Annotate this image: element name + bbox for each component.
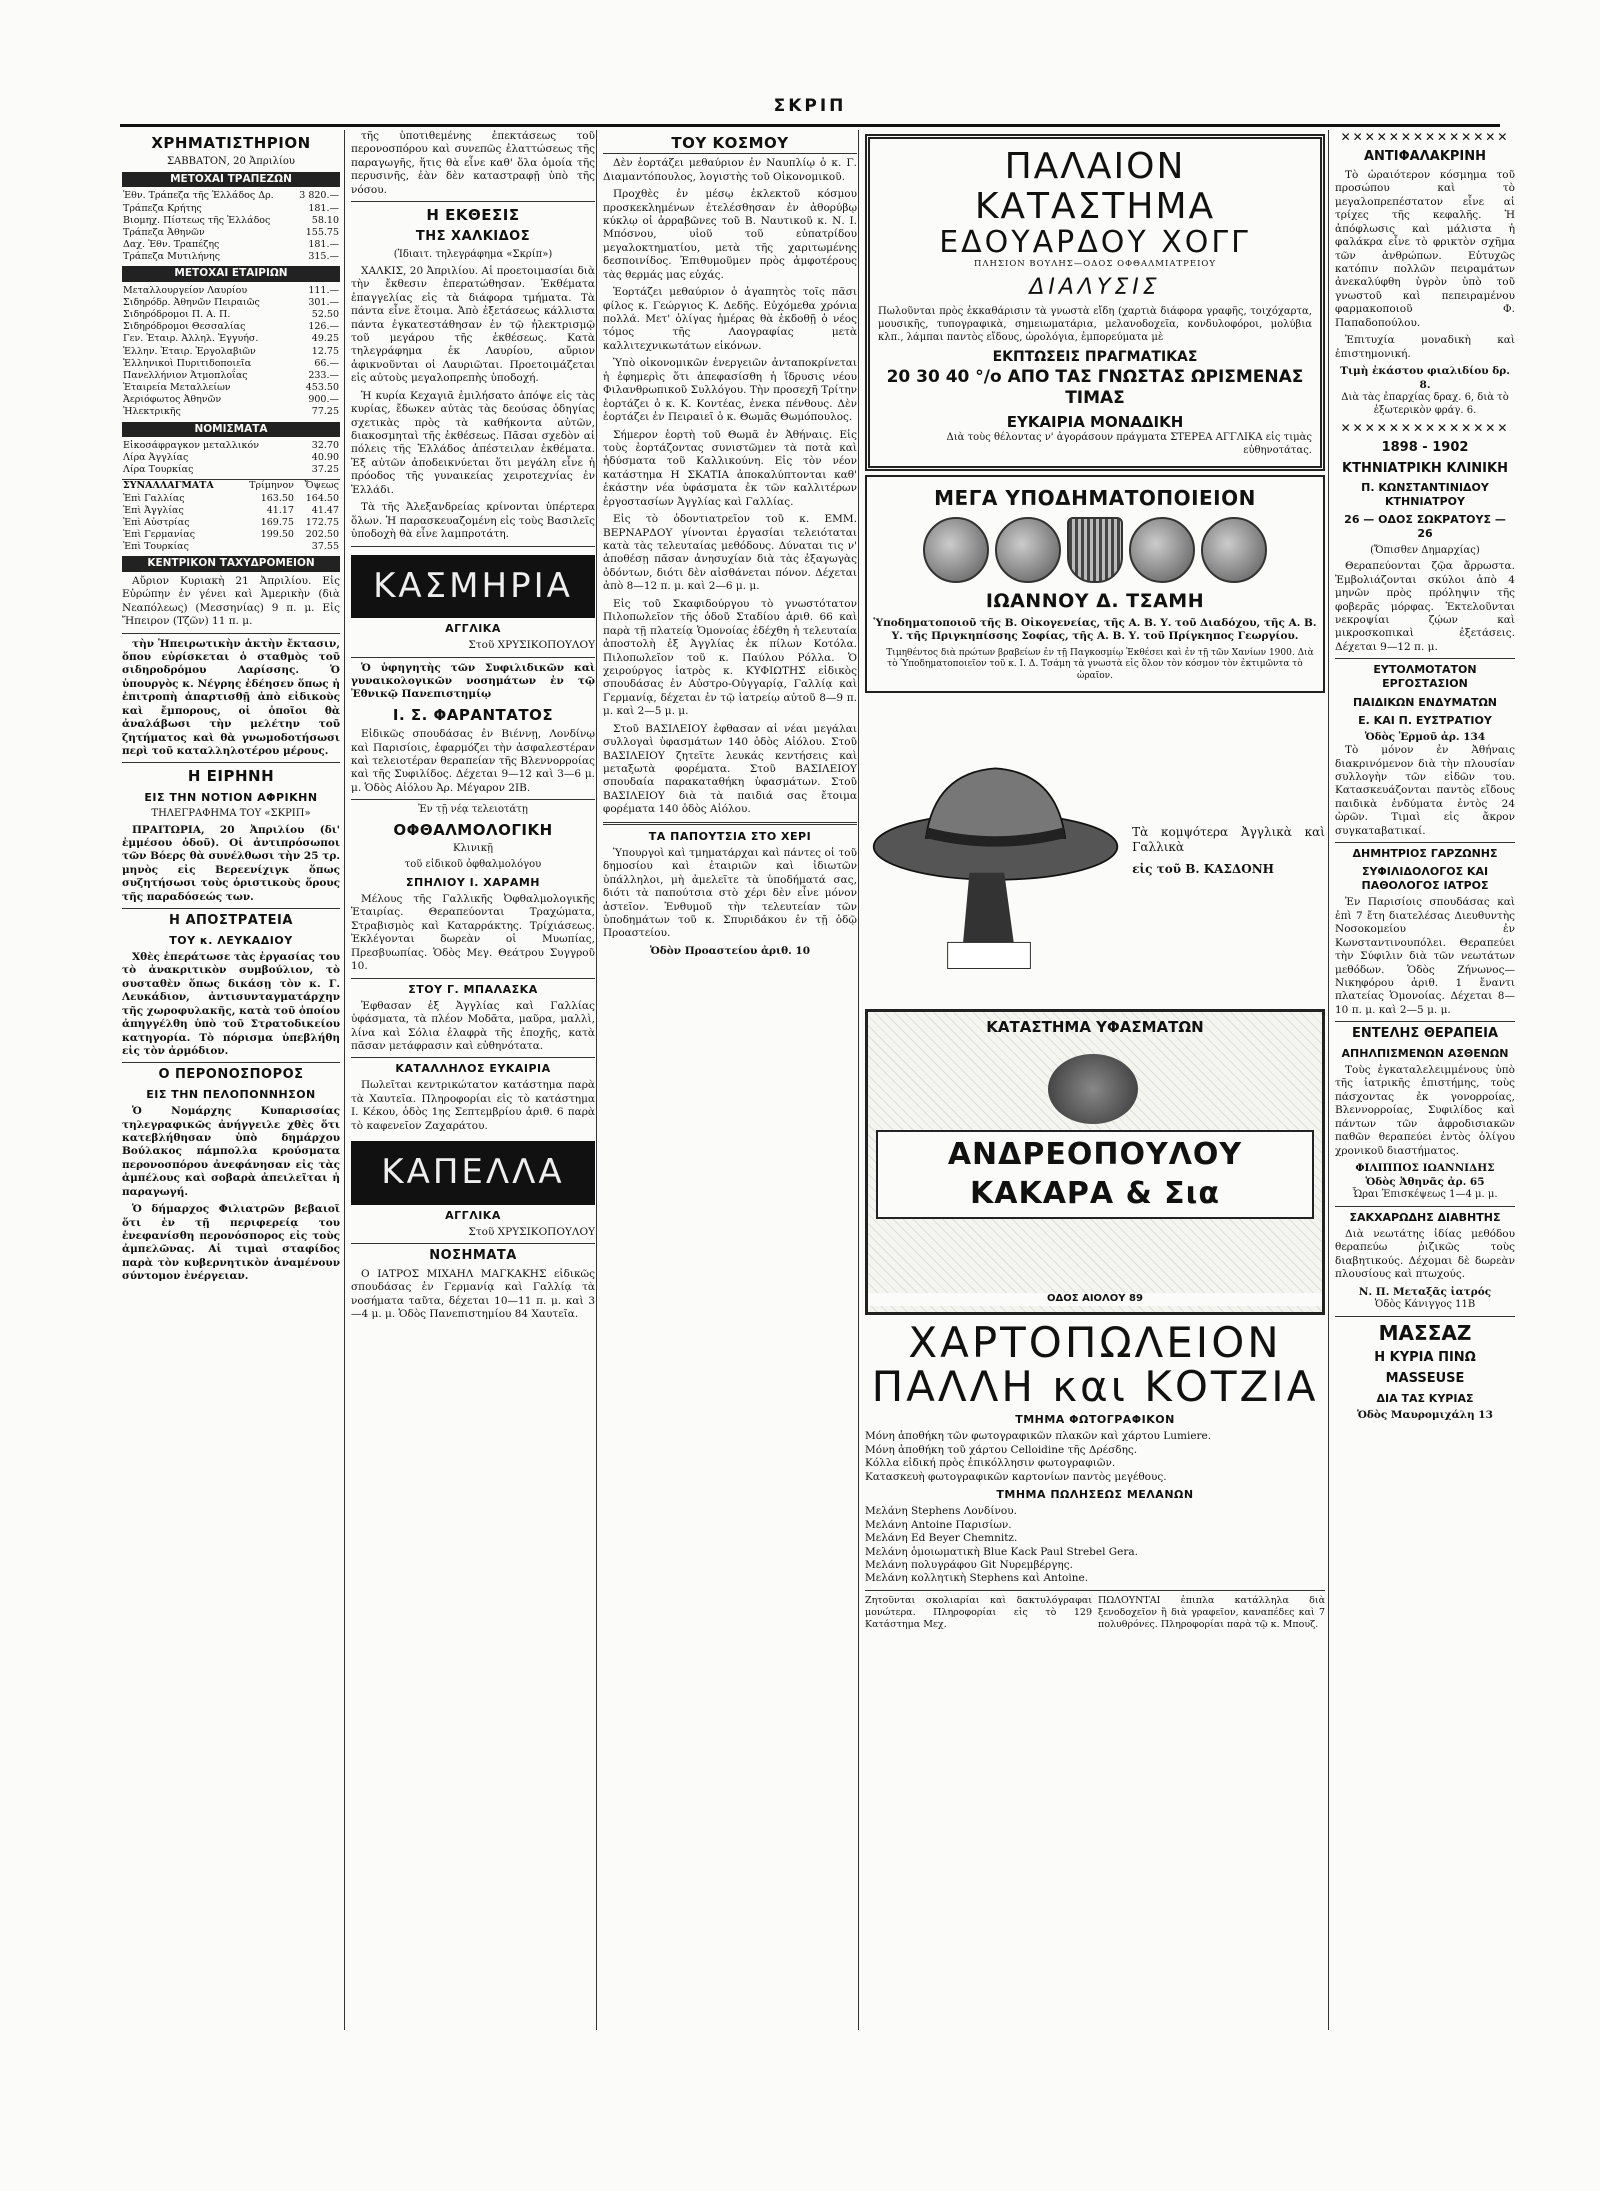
- masthead-rule: [120, 124, 1500, 127]
- divider: [1335, 842, 1515, 843]
- row-value: 202.50: [305, 529, 339, 541]
- world-text: Ὑπὸ οἰκονομικῶν ἐνεργειῶν ἀνταποκρίνεται ἡ ἐφημερὶς ὅτι ἀπεφασίσθη ἡ ἵδρυσις νέου Φιλανθρωπικοῦ Συλλόγου. Τὴν προσεχῆ Τρίτην ἑορτάζει ὁ κ. Κ. Κοντέας, ἐνεκα πένθους. Δὲν ἑορτάζει ἐν Πειραιεῖ ὁ κ. Θωμᾶς Θωμόπουλος.: [603, 357, 857, 424]
- shoemaker-name: ΙΩΑΝΝΟΥ Δ. ΤΣΑΜΗ: [985, 590, 1205, 613]
- inks-list: [865, 1505, 1325, 1586]
- list-item: Μόνη ἀποθήκη τοῦ χάρτου Celloidine τῆς Δρέσδης.: [865, 1443, 1138, 1456]
- table-row: [122, 321, 340, 333]
- anti-price: Τιμὴ ἑκάστου φιαλιδίου δρ. 8.: [1340, 365, 1510, 391]
- row-label: Ἐπὶ Γερμανίας: [123, 529, 196, 541]
- peronosporos-text: Ὁ Νομάρχης Κυπαρισσίας τηλεγραφικῶς ἀνήγγειλε χθὲς ὅτι κατεβλήθησαν ὑπὸ δημάρχου Βούλακος πάμπολλα κρούσματα περονοσπόρου ἀνεφάνησαν εἰς τὰς ἀμπέλους καὶ σοβαρὰ ἀπειλεῖται ἡ παραγωγή.: [122, 1105, 340, 1198]
- post-title: ΚΕΝΤΡΙΚΟΝ ΤΑΧΥΔΡΟΜΕΙΟΝ: [122, 556, 340, 571]
- banks-title: ΜΕΤΟΧΑΙ ΤΡΑΠΕΖΩΝ: [122, 172, 340, 187]
- row-label: Τράπεζα Μυτιλήνης: [123, 251, 221, 263]
- row-value: 37.25: [311, 464, 339, 476]
- table-row: [122, 239, 340, 251]
- table-row: [122, 251, 340, 263]
- list-item: Μελάνη κολλητικὴ Stephens καὶ Antoine.: [865, 1572, 1089, 1585]
- divider: [1335, 1021, 1515, 1022]
- paper-store-title: ΧΑΡΤΟΠΩΛΕΙΟΝ: [908, 1318, 1282, 1368]
- coins-title: ΝΟΜΙΣΜΑΤΑ: [122, 422, 340, 437]
- row-value: 52.50: [311, 309, 339, 321]
- table-row: [122, 297, 340, 309]
- decorative-border: ✕✕✕✕✕✕✕✕✕✕✕✕✕✕: [1340, 130, 1510, 144]
- row-value: 164.50: [305, 492, 339, 504]
- diseases-text: Ο ΙΑΤΡΟΣ ΜΙΧΑΗΛ ΜΑΓΚΑΚΗΣ εἰδικῶς σπουδάσας ἐν Γερμανίᾳ καὶ Γαλλίᾳ τὰ νοσήματα ταῦτα, δέχεται 10—11 π. μ. καὶ 3—4 μ. μ. Ὁδὸς Πανεπιστημίου 84 Χαυτεῖα.: [351, 1267, 595, 1321]
- list-item: Μελάνη Stephens Λονδίνου.: [865, 1505, 1017, 1518]
- expedition-title: Η ΑΠΟΣΤΡΑΤΕΙΑ: [169, 913, 293, 929]
- anti-title: ΑΝΤΙΦΑΛΑΚΡΙΝΗ: [1363, 149, 1487, 165]
- column-header: Τρίμηνον: [249, 480, 294, 492]
- divider: [351, 546, 595, 547]
- kapella-ad-banner: ΚΑΠΕΛΛΑ: [351, 1141, 595, 1205]
- doctor-name: Ι. Σ. ΦΑΡΑΝΤΑΤΟΣ: [392, 705, 554, 724]
- row-label: Ἐπὶ Ἀγγλίας: [123, 504, 184, 516]
- row-value: 32.70: [311, 439, 339, 451]
- row-value: 66.—: [314, 357, 339, 369]
- divider: [351, 1243, 595, 1244]
- row-value: 155.75: [305, 226, 339, 238]
- masthead: [120, 96, 1500, 120]
- diabetes-title: ΣΑΚΧΑΡΩΔΗΣ ΔΙΑΒΗΤΗΣ: [1349, 1210, 1501, 1224]
- row-label: Τράπεζα Ἀθηνῶν: [123, 226, 205, 238]
- companies-title: ΜΕΤΟΧΑΙ ΕΤΑΙΡΙΩΝ: [122, 266, 340, 281]
- lion-icon: [1048, 1054, 1138, 1124]
- hogg-ad-line4: ΔΙΑΛΥΣΙΣ: [1029, 275, 1161, 301]
- row-value: 126.—: [308, 321, 339, 333]
- row-value: 315.—: [308, 251, 339, 263]
- table-row: [122, 285, 340, 297]
- bills-table: [122, 479, 340, 553]
- row-value: 163.50: [260, 492, 294, 504]
- row-label: Σιδηρόδρ. Ἀθηνῶν Πειραιῶς: [123, 296, 260, 308]
- photo-title: ΤΜΗΜΑ ΦΩΤΟΓΡΑΦΙΚΟΝ: [1015, 1413, 1175, 1427]
- kasmiria-ad-subtitle: ΑΓΓΛΙΚΑ: [445, 622, 501, 636]
- clothes-name: Ε. ΚΑΙ Π. ΕΥΣΤΡΑΤΙΟΥ: [1358, 713, 1492, 727]
- row-value: 37.55: [311, 541, 339, 553]
- row-label: Σιδηρόδρομοι Π. Α. Π.: [123, 309, 231, 321]
- table-row: [122, 440, 340, 452]
- clinic-text: Θεραπεύονται ζῷα ἄρρωστα. Ἐμβολιάζονται σκύλοι ἀπὸ 4 μηνῶν πρὸς πρόληψιν τῆς φοβερᾶς μόρφας. Ἐκτελοῦνται νεκροψίαι ζῴων καὶ μικροσκοπικαὶ ἐξετάσεις. Δέχεται 9—12 π. μ.: [1335, 560, 1515, 653]
- world-text: Στοῦ ΒΑΣΙΛΕΙΟΥ ἐφθασαν αἱ νέαι μεγάλαι συλλογαὶ ὑφασμάτων 140 ὁδὸς Αἰόλου. Στοῦ ΒΑΣΙΛΕΙΟΥ ζητεῖτε λευκάς κεντήσεις καὶ μεταξωτὰ φορέματα. Στοῦ ΒΑΣΙΛΕΙΟΥ σπουδαία παρακαταθήκη ὑφασμάτων. Στοῦ ΒΑΣΙΛΕΙΟΥ διὰ τὰ παιδιά σας ἔτοιμα φορέματα 140 ὁδὸς Αἰόλου.: [603, 722, 857, 816]
- doctor2-text: Ἐν Παρισίοις σπουδάσας καὶ ἐπὶ 7 ἔτη διατελέσας Διευθυντὴς Νοσοκομείου ἐν Κωνσταντινουπόλει. Θεραπεύει τὴν Σύφιλιν διὰ τῶν νεωτάτων μεθόδων. Ὁδὸς Ζήνωνος—Νικηφόρου ἀριθ. 1 ἔναντι πλατείας Ὁμονοίας. Δέχεται 8—10 π. μ. καὶ 2—5 μ. μ.: [1335, 896, 1515, 1016]
- world-text: Προχθὲς ἐν μέσῳ ἐκλεκτοῦ κόσμου προσκεκλημένων ἐτελέσθησαν ἐν ἀθορύβῳ κύκλῳ οἱ ἀρραβῶνες τοῦ Β. Ναυτικοῦ κ. Ν. Ι. Μπόσνου, υἱοῦ τοῦ εὐπατρίδου μεγαλοκτηματίου, μετὰ τῆς χαριτωμένης δεσποινίδος. Ἐπιθυμοῦμεν πρὸς ἀμφοτέρους τὰς θερμάς μας εὐχάς.: [603, 188, 857, 281]
- table-row: [122, 309, 340, 321]
- row-label: Ἑλλην. Ἑταιρ. Ἐργολαβιῶν: [123, 345, 256, 357]
- column-4: [858, 130, 1325, 2030]
- article-text: τῆς ὑποτιθεμένης ἐπεκτάσεως τοῦ περονοσπόρου καὶ συνεπῶς ἐλαττώσεως τῆς παραγωγῆς, ἥτις θὰ εἶνε καθ' ὅλα ὁμοία τῆς περυσινῆς, ἐὰν δὲν καταστραφῇ ὑπὸ τῆς νόσου.: [351, 130, 595, 196]
- row-label: Λίρα Τουρκίας: [123, 464, 194, 476]
- table-row: [122, 382, 340, 394]
- row-label: Ἠλεκτρικῆς: [123, 406, 181, 418]
- medal-icon: [1201, 517, 1267, 583]
- column-3: [596, 130, 857, 2030]
- massage-address: Ὁδὸς Μαυρομιχάλη 13: [1357, 1408, 1493, 1421]
- list-item: Μελάνη Antoine Παρισίων.: [865, 1518, 1012, 1531]
- hat-icon: [865, 706, 1126, 996]
- table-row: [122, 333, 340, 345]
- oph-text: Μέλους τῆς Γαλλικῆς Ὀφθαλμολογικῆς Ἑταιρίας. Θεραπεύονται Τραχώματα, Στραβισμὸς καὶ Καταρράκτης. Τρίχιάσεως. Ἐκλέγονται δωρεὰν οἱ Μυωπίας, Πρεσβυωπίας. Ὁδὸς Μεγ. Θεάτρου Συγγροῦ 10.: [351, 892, 595, 973]
- row-value: 40.90: [311, 452, 339, 464]
- divider: [122, 1062, 340, 1063]
- exhibit-telegram: (Ἰδιαιτ. τηλεγράφημα «Σκρίπ»): [393, 249, 553, 260]
- shoemaker-title: ΜΕΓΑ ΥΠΟΔΗΜΑΤΟΠΟΙΕΙΟΝ: [934, 485, 1256, 510]
- world-text: Εἰς τὸ ὁδοντιατρεῖον τοῦ κ. ΕΜΜ. ΒΕΡΝΑΡΔΟΥ γίνονται ἐργασίαι τελειόταται κατὰ τὰς τελευταίας μεθόδους. Δύναται τις ν' ἀποθέσῃ πᾶσαν ἀνησυχίαν διὰ τὰς ἐξαγωγὰς ὀδόντων, διότι δὲν αἰσθάνεται πόνον. Δέχεται ἀπὸ 8—12 π. μ. καὶ 2—6 μ. μ.: [603, 513, 857, 593]
- clothes-address: Ὁδὸς Ἑρμοῦ ἀρ. 134: [1364, 730, 1486, 743]
- exhibit-subtitle: ΤΗΣ ΧΑΛΚΙΔΟΣ: [415, 229, 531, 245]
- oph-intro: Ἐν τῇ νέᾳ τελειοτάτῃ: [418, 804, 528, 816]
- divider: [1335, 1206, 1515, 1207]
- fabric-name: ΑΝΔΡΕΟΠΟΥΛΟΥ ΚΑΚΑΡΑ & Σια: [876, 1130, 1314, 1219]
- massage-title: ΜΑΣΣΑΖ: [1378, 1320, 1472, 1345]
- row-value: 172.75: [305, 516, 339, 528]
- decorative-border: ✕✕✕✕✕✕✕✕✕✕✕✕✕✕: [1340, 420, 1510, 435]
- expedition-subtitle: ΤΟΥ κ. ΛΕΥΚΑΔΙΟΥ: [169, 933, 293, 947]
- row-label: Ἐπὶ Αὐστρίας: [123, 516, 190, 528]
- row-label: Σιδηρόδρομοι Θεσσαλίας: [123, 321, 246, 333]
- table-row: [122, 517, 340, 529]
- row-label: Πανελλήνιον Ἀτμοπλοΐας: [123, 369, 248, 381]
- table-row: [122, 190, 340, 202]
- anti-text: Ἐπιτυχία μοναδικὴ καὶ ἐπιστημονική.: [1335, 334, 1515, 360]
- peace-title: Η ΕΙΡΗΝΗ: [187, 767, 275, 786]
- cure-address: Ὁδὸς Ἀθηνᾶς ἀρ. 65: [1365, 1175, 1485, 1188]
- cure-hours: Ὧραι Ἐπισκέψεως 1—4 μ. μ.: [1352, 1188, 1498, 1200]
- medal-icon: [1129, 517, 1195, 583]
- kasmiria-ad-store: Στοῦ ΧΡΥΣΙΚΟΠΟΥΛΟΥ: [468, 639, 595, 652]
- kasmiria-ad-banner: ΚΑΣΜΗΡΙΑ: [351, 555, 595, 619]
- anti-province: Διὰ τὰς ἐπαρχίας δραχ. 6, διὰ τὸ ἐξωτερικὸν φράγ. 6.: [1341, 391, 1509, 416]
- bourse-date: ΣΑΒΒΑΤΟΝ, 20 Ἀπριλίου: [166, 156, 296, 168]
- shoes-title: ΤΑ ΠΑΠΟΥΤΣΙΑ ΣΤΟ ΧΕΡΙ: [648, 829, 812, 843]
- row-label: Γεν. Ἑταιρ. Ἀλληλ. Ἐγγυήσ.: [123, 333, 259, 345]
- row-value: [237, 541, 295, 553]
- row-value: 58.10: [311, 214, 339, 226]
- fabric-address: ΟΔΟΣ ΑΙΟΛΟΥ 89: [868, 1293, 1322, 1306]
- diseases-title: ΝΟΣΗΜΑΤΑ: [429, 1248, 517, 1264]
- peace-text: ΠΡΑΙΤΩΡΙΑ, 20 Ἀπριλίου (δι' ἐμμέσου ὁδοῦ). Οἱ ἀντιπρόσωποι τῶν Βόερς θὰ συνέλθωσι τὴν 25 τρ. μηνὸς εἰς Βερεενίχιγκ ὅπως συζητήσωσι τοὺς ὁριστικοὺς ὅρους τῆς παραδόσεώς των.: [122, 823, 340, 903]
- shoemaker-text: Ὑποδηματοποιοῦ τῆς Β. Οἰκογενείας, τῆς Α. Β. Υ. τοῦ Διαδόχου, τῆς Α. Β. Υ. τῆς Πριγκηπίσσης Σοφίας, τῆς Α. Β. Υ. τοῦ Πρίγκηπος Γεωργίου.: [873, 616, 1317, 643]
- row-value: 111.—: [308, 284, 339, 296]
- list-item: Κόλλα εἰδική πρὸς ἐπικόλλησιν φωτογραφιῶν.: [865, 1457, 1116, 1470]
- row-value: 181.—: [308, 239, 339, 251]
- post-text: Αὔριον Κυριακὴ 21 Ἀπριλίου. Εἰς Εὐρώπην ἐν γένει καὶ Ἀμερικὴν (διὰ Νεαπόλεως) (Μεσσηνίας) 9 π. μ. Εἰς Ἤπειρον (Τζῶν) 11 π. μ.: [122, 574, 340, 628]
- table-row: [122, 529, 340, 541]
- divider: [351, 201, 595, 202]
- hogg-store-ad: [865, 134, 1325, 471]
- table-row: [122, 358, 340, 370]
- shoemaker-ad: [865, 475, 1325, 693]
- bargain-title: ΚΑΤΑΛΛΗΛΟΣ ΕΥΚΑΙΡΙΑ: [395, 1062, 551, 1076]
- store-text: Ἐφθασαν ἐξ Ἀγγλίας καὶ Γαλλίας ὑφάσματα, τὰ πλέον Μοδᾶτα, μαῦρα, μαλλὶ, λίνα καὶ Σόλια ἐλαφρὰ τῆς ἐποχῆς, κατὰ πᾶσαν μετάφρασιν καὶ εὐθηνότατα.: [351, 999, 595, 1052]
- column-5: [1328, 130, 1515, 2030]
- row-value: 41.47: [311, 504, 339, 516]
- kapella-ad-subtitle: ΑΓΓΛΙΚΑ: [445, 1208, 501, 1222]
- article-text: Ὁ δήμαρχος Φιλιατρῶν βεβαιοῖ ὅτι ἐν τῇ περιφερείᾳ του ἐνεφανίσθη περονόσπορος εἰς τοὺς ἀμπελῶνας. Αἱ τιμαὶ σταφίδος παρὰ τὸν κυβερνητικὸν ἀναμένουν σύντομον ἐνέργειαν.: [122, 1203, 340, 1283]
- row-label: Ἀεριόφωτος Ἀθηνῶν: [123, 394, 222, 406]
- hogg-ad-footer: Διὰ τοὺς θέλοντας ν' ἀγοράσουν πράγματα ΣΤΕΡΕΑ ΑΓΓΛΙΚΑ εἰς τιμὰς εὐθηνοτάτας.: [946, 432, 1312, 456]
- table-row: [122, 505, 340, 517]
- cure-text: Τοὺς ἐγκαταλελειμμένους ὑπὸ τῆς ἰατρικῆς ἐπιστήμης, τοὺς πάσχοντας ἐκ γονορροίας, Βλεννορροίας, Συφιλίδος καὶ πάντων τῶν ἀφροδισιακῶν παθῶν θεραπεύει ἐντὸς ὀλίγου χρονικοῦ διαστήματος.: [1335, 1064, 1515, 1157]
- list-item: Μελάνη Ed Beyer Chemnitz.: [865, 1532, 1018, 1545]
- store-title: ΣΤΟΥ Γ. ΜΠΑΛΑΣΚΑ: [408, 982, 538, 996]
- row-label: Βιομηχ. Πίστεως τῆς Ἑλλάδος: [123, 214, 271, 226]
- massage-for: ΔΙΑ ΤΑΣ ΚΥΡΙΑΣ: [1376, 1391, 1474, 1405]
- divider: [351, 799, 595, 800]
- bourse-title: ΧΡΗΜΑΤΙΣΤΗΡΙΟΝ: [151, 134, 311, 152]
- peronosporos-subtitle: ΕΙΣ ΤΗΝ ΠΕΛΟΠΟΝΝΗΣΟΝ: [146, 1088, 316, 1101]
- companies-table: [122, 285, 340, 419]
- row-value: 3 820.—: [299, 190, 339, 202]
- hats-store: εἰς τοῦ Β. ΚΑΣΔΟΝΗ: [1132, 861, 1275, 876]
- diabetes-address: Ὁδὸς Κάνιγγος 11Β: [1374, 1299, 1476, 1311]
- cure-title: ΕΝΤΕΛΗΣ ΘΕΡΑΠΕΙΑ: [1351, 1026, 1499, 1042]
- hogg-ad-line5: ΕΚΠΤΩΣΕΙΣ ΠΡΑΓΜΑΤΙΚΑΣ: [992, 348, 1198, 365]
- massage-name: Η ΚΥΡΙΑ ΠΙΝΩ: [1374, 1350, 1476, 1366]
- world-title: ΤΟΥ ΚΟΣΜΟΥ: [603, 134, 857, 154]
- medal-icon: [995, 517, 1061, 583]
- clinic-address-note: (Ὄπισθεν Δημαρχίας): [1370, 544, 1480, 556]
- diabetes-text: Διὰ νεωτάτης ἰδίας μεθόδου θεραπεύω ῥιζικῶς τοὺς διαβητικούς. Δέχομαι δὲ δωρεὰν πλουσίους καὶ πτωχούς.: [1335, 1227, 1515, 1281]
- clothes-title: ΕΥΤΟΛΜΟΤΑΤΟΝ ΕΡΓΟΣΤΑΣΙΟΝ: [1373, 663, 1477, 691]
- world-text: Σήμερον ἑορτὴ τοῦ Θωμᾶ ἐν Ἀθήναις. Εἰς τοὺς ἑορτάζοντας συνιστῶμεν τὰ ποτὰ καὶ ἡδύσματα τοῦ Καλλικούνη. Εἰς τὸν νέον κατάστημα Η ΣΚΑΤΙΑ ἀποκαλύπτονται καθ' ἑκάστην νέα ὑφάσματα ἐκ τῶν καλλιτέρων ἐργοστασίων Ἀγγλίας καὶ Γαλλίας.: [603, 428, 857, 508]
- bargain-text: Πωλεῖται κεντρικώτατον κατάστημα παρὰ τὰ Χαυτεῖα. Πληροφορίαι εἰς τὸ κατάστημα Ι. Κέκου, ὁδὸς 1ης Σεπτεμβρίου ἀριθ. 6 παρὰ τὸ καφενεῖον Ζαχαράτου.: [351, 1079, 595, 1132]
- exhibit-text: ΧΑΛΚΙΣ, 20 Ἀπριλίου. Αἱ προετοιμασίαι διὰ τὴν ἔκθεσιν ἐπερατώθησαν. Ἐκθέματα ἐπαγγελίας εἰς τὰ διάφορα τμήματα. Τὰ πάντα εἶνε ἕτοιμα. Ἀπὸ ἐξετάσεως κάλλιστα πάντα ἐγκατεστάθησαν ἐν τῷ ἠλεκτρισμῷ τοῦ μεγάρου τῆς ἐκθέσεως. Κατὰ τηλεγράφημα ἐκ Λαυρίου, αὔριον ἀφικνοῦνται οἱ Λαυριῶται. Προετοιμάζεται εἰς αὐτοὺς μεγαλοπρεπὴς ὑποδοχή.: [351, 264, 595, 385]
- table-row: [122, 464, 340, 476]
- divider: [603, 822, 857, 825]
- hogg-ad-line3: ΠΛΗΣΙΟΝ ΒΟΥΛΗΣ—ΟΔΟΣ ΟΦΘΑΛΜΙΑΤΡΕΙΟΥ: [973, 259, 1217, 270]
- shoemaker-small: Τιμηθέντος διὰ πρώτων βραβείων ἐν τῇ Παγκοσμίῳ Ἐκθέσει καὶ ἐν τῇ τῶν Χανίων 1900. Διὰ τὸ Ὑποδηματοποιεῖον τοῦ κ. Ι. Δ. Τσάμη τὰ γνωστὰ εἰς ὅλον τὸν κόσμον τὸν ἐκτιμῶντα τὸ ὡραῖον.: [886, 647, 1314, 681]
- row-value: 453.50: [305, 382, 339, 394]
- column-2: [344, 130, 595, 2030]
- row-value: 233.—: [308, 369, 339, 381]
- list-item: Μελάνη ὁμοιωματικὴ Blue Kack Paul Strebel Gera.: [865, 1545, 1139, 1558]
- hat-illustration: [865, 701, 1325, 1001]
- row-label: Τράπεζα Κρήτης: [123, 202, 202, 214]
- column-header: Ὄψεως: [304, 480, 339, 492]
- classified-ad: Ζητοῦνται σκολιαρίαι καὶ δακτυλόγραφαι μονώτερα. Πληροφορίαι εἰς τὸ 129 Κατάστημα Μεχ.: [865, 1594, 1092, 1631]
- row-value: 199.50: [260, 529, 294, 541]
- exhibit-text: Ἡ κυρία Κεχαγιᾶ ἐμιλήσατο ἀπόψε εἰς τὰς κυρίας, ἔδωκεν αὐτὰς τὰς δεούσας ὁδηγίας σχετικὰς πρὸς τὰ καθήκοντα αὐτῶν, διακοσμηταὶ τῆς ἐκθέσεως. Πᾶσαι σχεδὸν αἱ πόλεις τῆς Ἑλλάδος ἀπέστειλαν ἐκθέματα. Ἐξ αὐτῶν ἀποδεικνύεται ὅτι μεγάλη εἶνε ἡ πρόοδος τῆς γυναικείας χειροτεχνίας ἐν Ἑλλάδι.: [351, 389, 595, 496]
- peace-subtitle: ΕΙΣ ΤΗΝ ΝΟΤΙΟΝ ΑΦΡΙΚΗΝ: [144, 790, 318, 804]
- row-label: Ἑταιρεία Μεταλλείων: [123, 382, 231, 394]
- column-1: [122, 130, 340, 2030]
- peronosporos-title: Ο ΠΕΡΟΝΟΣΠΟΡΟΣ: [158, 1067, 304, 1083]
- article-text: τὴν Ἡπειρωτικὴν ἀκτὴν ἔκτασιν, ὅπου εὑρίσκεται ὁ σταθμὸς τοῦ σιδηροδρόμου Λαρίσσης. Ὁ ὑπουργὸς κ. Νέγρης ἐδέησεν ὅπως ἡ ἐπιτροπὴ ἀπαρτισθῇ ἀπὸ εἰδικοὺς καὶ ἔμπορους, οἱ ὁποῖοι θὰ ἀναλάβωσι τὴν μελέτην τοῦ ζητήματος καὶ θὰ γνωμοδοτήσωσι περὶ τοῦ καταλληλοτέρου μέρους.: [122, 637, 340, 758]
- list-item: Μόνη ἀποθήκη τῶν φωτογραφικῶν πλακῶν καὶ χάρτου Lumiere.: [865, 1430, 1212, 1443]
- doctor-intro: Ὁ ὑφηγητὴς τῶν Συφιλιδικῶν καὶ γυναικολογικῶν νοσημάτων ἐν τῷ Ἐθνικῷ Πανεπιστημίῳ: [351, 661, 595, 701]
- row-value: 12.75: [311, 345, 339, 357]
- table-row: [122, 406, 340, 418]
- list-item: Μελάνη πολυγράφου Git Νυρεμβέργης.: [865, 1558, 1073, 1571]
- row-label: Δαχ. Ἐθν. Τραπέζης: [123, 239, 220, 251]
- table-row: [122, 394, 340, 406]
- divider: [122, 908, 340, 909]
- anti-text: Τὸ ὡραιότερον κόσμημα τοῦ προσώπου καὶ τὸ μεγαλοπρεπέστατον εἶνε αἱ τρίχες τῆς κεφαλῆς. Ἡ ἀπόφλωσις καὶ μάλιστα ἡ φαλάκρα εἶνε τὸ φρικτὸν σχῆμα τῶν ἀνθρώπων. Εὐτυχῶς κατόπιν πολλῶν πειραμάτων ἀνεκαλύφθη ὑγρὸν ὑπὸ τοῦ γνωστοῦ καὶ πεπειραμένου φαρμακοποιοῦ Φ. Παπαδοπούλου.: [1335, 168, 1515, 329]
- page-title: ΣΚΡΙΠ: [773, 96, 847, 116]
- hogg-ad-body: Πωλοῦνται πρὸς ἐκκαθάρισιν τὰ γνωστὰ εἴδη (χαρτιὰ διάφορα γραφῆς, τοιχόχαρτα, μουσικῆς, τυπογραφικὰ, σημειωματάρια, μελανοδοχεῖα, κονδυλοφόροι, μολύβια κλπ., λάμπαι παντὸς εἴδους, ὡρολόγια, ἐμπορεύματα μὲ: [878, 306, 1312, 343]
- exhibit-text: Τὰ τῆς Ἀλεξανδρείας κρίνονται ὑπέρτερα ὅλων. Ἡ παρασκευαζομένη εἰς τοὺς Βασιλεῖς ὑποδοχὴ θὰ εἶνε λαμπροτάτη.: [351, 501, 595, 541]
- row-label: Ἐπὶ Γαλλίας: [123, 492, 185, 504]
- table-row: [122, 370, 340, 382]
- doctor-text: Εἰδικῶς σπουδάσας ἐν Βιέννῃ, Λονδίνῳ καὶ Παρισίοις, ἐφαρμόζει τὴν ἀσφαλεστέραν καὶ τελειοτέραν θεραπείαν τῆς Βλεννορροίας καὶ τῆς Συφιλίδος. Δέχεται 9—12 καὶ 3—6 μ. μ. Ὁδὸς Αἰόλου Ἀρ. Μέγαρον 2ΙΒ.: [351, 728, 595, 794]
- fabric-store-ad: [865, 1009, 1325, 1315]
- world-text: Δὲν ἑορτάζει μεθαύριον ἐν Ναυπλίῳ ὁ κ. Γ. Διαμαντόπουλος, λογιστὴς τοῦ Οἰκονομικοῦ.: [603, 157, 857, 183]
- crest-icon: [1067, 517, 1123, 583]
- medals: [872, 517, 1318, 583]
- fabric-top: ΚΑΤΑΣΤΗΜΑ ΥΦΑΣΜΑΤΩΝ: [986, 1018, 1204, 1037]
- inks-title: ΤΜΗΜΑ ΠΩΛΗΣΕΩΣ ΜΕΛΑΝΩΝ: [996, 1488, 1194, 1502]
- cure-name: ΦΙΛΙΠΠΟΣ ΙΩΑΝΝΙΔΗΣ: [1355, 1162, 1495, 1175]
- row-label: Λίρα Ἀγγλίας: [123, 452, 189, 464]
- clinic-address: 26 — ΟΔΟΣ ΣΩΚΡΑΤΟΥΣ — 26: [1344, 513, 1506, 541]
- list-item: Κατασκευὴ φωτογραφικῶν καρτονίων παντὸς μεγέθους.: [865, 1470, 1167, 1483]
- table-row: [122, 203, 340, 215]
- divider: [122, 633, 340, 634]
- table-row: [122, 452, 340, 464]
- oph-subtitle: Κλινικῇ: [453, 843, 493, 855]
- oph-of: τοῦ εἰδικοῦ ὀφθαλμολόγου: [404, 859, 542, 871]
- peace-telegram: ΤΗΛΕΓΡΑΦΗΜΑ ΤΟΥ «ΣΚΡΙΠ»: [151, 807, 311, 819]
- world-text: Ἑορτάζει μεθαύριον ὁ ἀγαπητὸς τοῖς πᾶσι φίλος κ. Γεώργιος Κ. Δεδῆς. Εὐχόμεθα χρόνια πολλά. Μετ' ὀλίγας ἡμέρας θὰ ἐκδοθῇ ὁ νέος τόμος τῆς Λαογραφίας μετὰ καλλιτεχνικωτάτων εἰκόνων.: [603, 286, 857, 352]
- world-text: Εἰς τοῦ Σκαφιδούργου τὸ γνωστότατον Πιλοπωλεῖον τῆς ὁδοῦ Σταδίου ἀριθ. 66 καὶ παρὰ τῇ πλατείᾳ Ὁμονοίας ἐδέχθη ἡ τελευταία ἀποστολὴ ἐξ Ἀγγλίας ἐκ πίλων Κοτόλα. Πιλοπωλεῖον τοῦ κ. Παύλου Ρόλλα. Ὁ χειρούργος ἰατρὸς κ. ΚΥΦΙΩΤΗΣ εἰδικὸς σπουδάσας ἐν Αὐστρο-Οὑγγαρίᾳ, Γαλλίᾳ καὶ Γερμανίᾳ, δέχεται ἐν τῷ ἰατρείῳ αὐτοῦ 8—9 π. μ. καὶ 2—5 μ. μ.: [603, 597, 857, 718]
- row-label: Μεταλλουργείον Λαυρίου: [123, 284, 248, 296]
- banks-table: [122, 190, 340, 263]
- clinic-years: 1898 - 1902: [1381, 439, 1469, 455]
- table-row: [122, 346, 340, 358]
- coins-table: [122, 440, 340, 476]
- expedition-text: Χθὲς ἐπεράτωσε τὰς ἐργασίας του τὸ ἀνακριτικὸν συμβούλιον, τὸ συσταθὲν ὅπως δικάσῃ τὸν κ. Γ. Λευκάδιον, ἀντισυνταγματάρχην τῆς χωροφυλακῆς, κατὰ τοῦ ὁποίου ἀπηγγέλθη ὑπὸ τοῦ Στρατοδικείου κατηγορία. Τὸ πόρισμα ὑπεβλήθη εἰς τὸν ἀρμόδιον.: [122, 950, 340, 1057]
- doctor2-title: ΣΥΦΙΛΙΔΟΛΟΓΟΣ ΚΑΙ ΠΑΘΟΛΟΓΟΣ ΙΑΤΡΟΣ: [1361, 865, 1489, 893]
- table-row: [122, 227, 340, 239]
- row-value: 41.17: [266, 504, 294, 516]
- row-value: 49.25: [311, 333, 339, 345]
- table-header-row: [122, 480, 340, 493]
- row-label: Ἑλληνικοὶ Πυριτιδοποιεῖα: [123, 357, 252, 369]
- hogg-ad-line6: 20 30 40 °/ο ΑΠΟ ΤΑΣ ΓΝΩΣΤΑΣ ΩΡΙΣΜΕΝΑΣ ΤΙΜΑΣ: [886, 366, 1304, 409]
- shoes-address: Ὁδὸν Προαστείου ἀριθ. 10: [649, 944, 811, 957]
- divider: [1335, 1316, 1515, 1317]
- cure-subtitle: ΑΠΗΛΠΙΣΜΕΝΩΝ ΑΣΘΕΝΩΝ: [1341, 1046, 1509, 1060]
- clinic-name: Π. ΚΩΝΣΤΑΝΤΙΝΙΔΟΥ ΚΤΗΝΙΑΤΡΟΥ: [1361, 481, 1489, 509]
- doctor2-name: ΔΗΜΗΤΡΙΟΣ ΓΑΡΖΩΝΗΣ: [1352, 847, 1498, 861]
- clinic-title: ΚΤΗΝΙΑΤΡΙΚΗ ΚΛΙΝΙΚΗ: [1342, 460, 1508, 476]
- diabetes-name: Ν. Π. Μεταξᾶς ἰατρός: [1358, 1285, 1492, 1298]
- clothes-text: Τὸ μόνον ἐν Ἀθήναις διακρινόμενον διὰ τὴν πλουσίαν συλλογὴν τῶν εἰδῶν του. Κατασκευάζονται παντὸς εἴδους παιδικὰ ἐνδύματα ἐντὸς 24 ὡρῶν. Τιμαὶ εἰς ἄκρον συγκαταβατικαί.: [1335, 744, 1515, 837]
- hats-text: Τὰ κομψότερα Ἀγγλικὰ καὶ Γαλλικὰ: [1132, 825, 1325, 855]
- bills-title: ΣΥΝΑΛΛΑΓΜΑΤΑ: [123, 480, 214, 492]
- row-label: Ἐπὶ Τουρκίας: [123, 541, 189, 553]
- divider: [122, 762, 340, 763]
- row-label: Εἰκοσάφραγκον μεταλλικόν: [123, 439, 259, 451]
- photo-list: [865, 1430, 1325, 1484]
- hats-text-block: [1126, 825, 1325, 877]
- shoes-text: Ὑπουργοὶ καὶ τμηματάρχαι καὶ πάντες οἱ τοῦ δημοσίου καὶ ἐταιριῶν καὶ ἰδιωτῶν ὑπάλληλοι, μὴ ἀμελεῖτε τὰ ὑποδήματά σας, διότι τὰ παπούτσια στὸ χέρι δὲν εἶνε μόνον ἀστεῖον. Ἐνθυμοῦ τὴν τελευτείαν τῶν ὑποδημάτων τοῦ κ. Σπυριδάκου ἐν τῇ ὁδῷ Προαστείου.: [603, 846, 857, 940]
- classifieds-row: [865, 1590, 1325, 1631]
- table-row: [122, 541, 340, 553]
- table-row: [122, 215, 340, 227]
- row-value: 301.—: [308, 296, 339, 308]
- row-label: Ἐθν. Τράπεζα τῆς Ἑλλάδος Δρ.: [123, 190, 274, 202]
- divider: [351, 978, 595, 979]
- massage-word: MASSEUSE: [1385, 1371, 1465, 1387]
- row-value: 900.—: [308, 394, 339, 406]
- row-value: 169.75: [260, 516, 294, 528]
- divider: [351, 657, 595, 658]
- oph-name: ΣΠΗΛΙΟΥ Ι. ΧΑΡΑΜΗ: [405, 875, 540, 889]
- row-value: 181.—: [308, 202, 339, 214]
- divider: [351, 1057, 595, 1058]
- row-value: 77.25: [311, 406, 339, 418]
- clothes-subtitle: ΠΑΙΔΙΚΩΝ ΕΝΔΥΜΑΤΩΝ: [1352, 695, 1498, 709]
- hogg-ad-line1: ΠΑΛΑΙΟΝ ΚΑΤΑΣΤΗΜΑ: [974, 146, 1216, 227]
- hogg-ad-line7: ΕΥΚΑΙΡΙΑ ΜΟΝΑΔΙΚΗ: [1006, 413, 1184, 432]
- kapella-ad-store: Στοῦ ΧΡΥΣΙΚΟΠΟΥΛΟΥ: [468, 1225, 595, 1238]
- medal-icon: [923, 517, 989, 583]
- oph-title: ΟΦΘΑΛΜΟΛΟΓΙΚΗ: [393, 821, 553, 840]
- classified-ad: ΠΩΛΟΥΝΤΑΙ ἐπιπλα κατάλληλα διὰ ξενοδοχεῖον ἢ διὰ γραφεῖον, καναπέδες καὶ 7 πολυθρόνες. Πληροφορίαι παρὰ τῷ κ. Μπουζ.: [1098, 1594, 1325, 1631]
- paper-store-name: ΠΑΛΛΗ και ΚΟΤΖΙΑ: [871, 1362, 1319, 1412]
- table-row: [122, 493, 340, 505]
- exhibit-title: Η ΕΚΘΕΣΙΣ: [426, 206, 520, 225]
- hogg-ad-line2: ΕΔΟΥΑΡΔΟΥ ΧΟΓΓ: [939, 225, 1251, 261]
- divider: [1335, 658, 1515, 659]
